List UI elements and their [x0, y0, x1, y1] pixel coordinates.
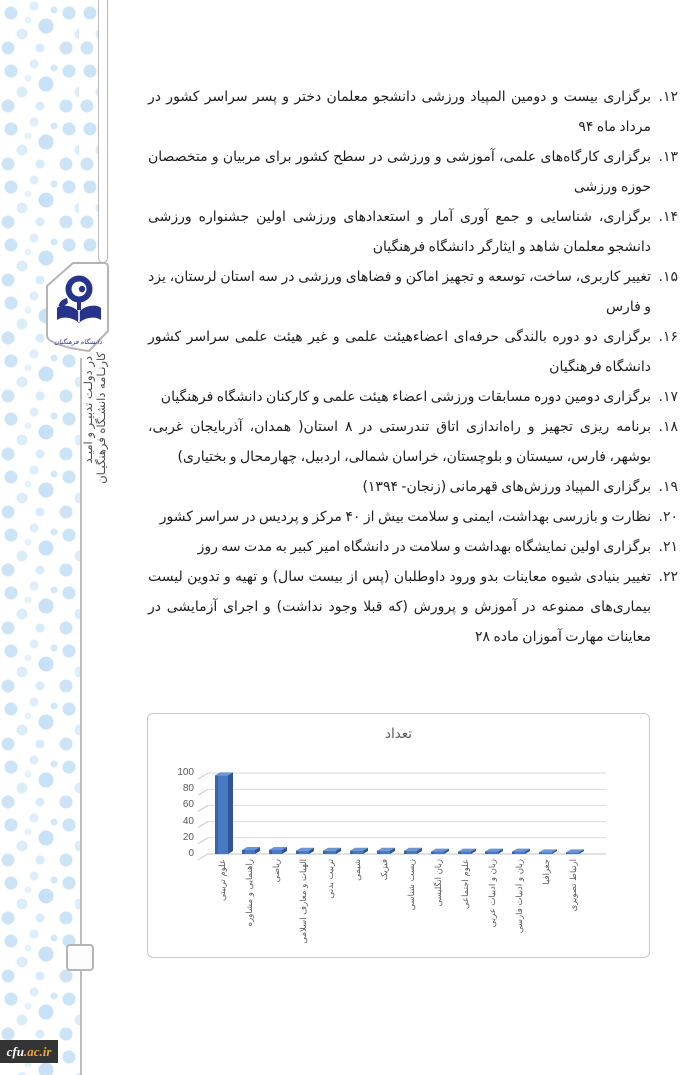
list-item-text: نظارت و بازرسی بهداشت، ایمنی و سلامت بیش از ۴۰ مرکز و پردیس در سراسر کشور — [159, 509, 651, 525]
bar-shade — [323, 851, 326, 854]
list-item-number: ۱۳. — [658, 149, 678, 165]
list-item-number: ۱۹. — [658, 479, 678, 495]
list-item — [148, 472, 678, 502]
list-item — [148, 382, 678, 412]
bar-side-face — [228, 772, 233, 854]
list-item-number: ۱۲. — [658, 89, 678, 105]
list-item-text: برگزاری بیست و دومین المپیاد ورزشی دانشجو معلمان دختر و پسر سراسر کشور در مرداد ماه ۹۴ — [148, 89, 651, 135]
axis-depth-tick — [198, 773, 208, 779]
list-item-text: تغییر بنیادی شیوه معاینات بدو ورود داوطلبان (پس از بیست سال) و تهیه و تدوین لیست بیماری‌های ممنوعه در آموزش و پرورش (که قبلا وجود نداشت) و اجرای آزمایشی در معاینات مهارت آموزان ماده ۲۸ — [148, 569, 651, 645]
x-axis-label: زبان و ادبیات عربی — [488, 859, 498, 928]
x-axis-label: جغرافیا — [542, 859, 552, 885]
y-axis-tick-label: 60 — [182, 799, 194, 811]
x-axis-label: زیست شناسی — [407, 859, 417, 911]
website-badge-prefix: cfu — [6, 1043, 24, 1059]
y-axis-tick-label: 20 — [182, 831, 194, 843]
bar-shade — [350, 851, 353, 854]
list-item — [148, 262, 678, 322]
list-item-text: برگزاری، شناسایی و جمع آوری آمار و استعدادهای ورزشی اولین جشنواره ورزشی دانشجو معلمان شاهد و ایثارگر دانشگاه فرهنگیان — [148, 209, 651, 255]
logo-caption: دانشگاه فرهنگیان — [54, 338, 102, 346]
list-item-number: ۱۸. — [658, 419, 678, 435]
chart-title: تعداد — [384, 726, 413, 742]
list-item-number: ۱۵. — [658, 269, 678, 285]
x-axis-label: زبان انگلیسی — [434, 859, 444, 907]
y-axis-tick-label: 100 — [177, 767, 194, 778]
bar-shade — [566, 852, 569, 854]
x-axis-label: راهنمایی و مشاوره — [245, 859, 255, 927]
x-axis-label: علوم تربیتی — [218, 859, 228, 901]
bar-chart-svg — [148, 714, 651, 959]
list-item-number: ۲۱. — [658, 539, 678, 555]
bar-shade — [242, 850, 245, 854]
list-item — [148, 502, 678, 532]
axis-depth-tick — [198, 854, 208, 860]
list-item-number: ۱۶. — [658, 329, 678, 345]
list-item-number: ۲۰. — [658, 509, 678, 525]
x-axis-label: الهیات و معارف اسلامی — [299, 859, 309, 944]
list-item-text: برگزاری دومین دوره مسابقات ورزشی اعضاء هیئت علمی و کارکنان دانشگاه فرهنگیان — [160, 389, 651, 405]
x-axis-label: علوم اجتماعی — [461, 859, 471, 910]
list-item — [148, 142, 678, 202]
x-axis-label: ریاضی — [272, 859, 282, 883]
list-item — [148, 82, 678, 142]
floral-border-pattern-top — [79, 0, 99, 263]
website-badge — [0, 1040, 58, 1063]
axis-depth-tick — [198, 822, 208, 828]
axis-depth-tick — [198, 789, 208, 795]
bookmark-ribbon — [98, 0, 108, 263]
x-axis-label: تربیت بدنی — [326, 859, 336, 899]
list-item-number: ۱۷. — [658, 389, 678, 405]
bar-shade — [458, 852, 461, 854]
list-item-number: ۲۲. — [658, 569, 678, 585]
list-item — [148, 202, 678, 262]
chart-panel — [147, 713, 650, 958]
bar-shade — [512, 852, 515, 854]
list-item-text: برگزاری دو دوره بالندگی حرفه‌ای اعضاءهیئت علمی و غیر هیئت علمی سراسر کشور دانشگاه فرهنگیان — [148, 329, 651, 375]
bar-shade — [215, 775, 218, 854]
y-axis-tick-label: 80 — [182, 783, 194, 795]
list-item-text: برگزاری کارگاه‌های علمی، آموزشی و ورزشی در سطح کشور برای مربیان و متخصصان حوزه ورزشی — [148, 149, 651, 195]
y-axis-tick-label: 40 — [182, 815, 194, 827]
floral-border-pattern — [0, 0, 80, 1075]
x-axis-label: شیمی — [353, 859, 363, 881]
x-axis-label: ارتباط تصویری — [569, 859, 579, 912]
list-item — [148, 412, 678, 472]
list-item — [148, 562, 678, 652]
x-axis-label: زبان و ادبیات فارسی — [515, 859, 525, 934]
list-item-text: برگزاری اولین نمایشگاه بهداشت و سلامت در دانشگاه امیر کبیر به مدت سه روز — [197, 539, 651, 555]
list-item-text: برنامه ریزی تجهیز و راه‌اندازی اتاق تندرستی در ۸ استان( همدان، آذربایجان غربی، بوشهر، فارس، سیستان و بلوچستان، خراسان شمالی، اردبیل، چهارمحال و بختیاری) — [148, 419, 651, 465]
bar-shade — [377, 851, 380, 854]
website-badge-suffix: .ac.ir — [23, 1043, 52, 1059]
list-item-text: تغییر کاربری، ساخت، توسعه و تجهیز اماکن و فضاهای ورزشی در سه استان لرستان، یزد و فارس — [148, 269, 651, 315]
achievements-list — [148, 82, 678, 652]
bar-shade — [485, 852, 488, 854]
axis-depth-tick — [198, 805, 208, 811]
bar-shade — [539, 852, 542, 854]
y-axis-tick-label: 0 — [188, 848, 194, 859]
x-axis-label: فیزیک — [380, 859, 390, 881]
list-item-text: برگزاری المپیاد ورزش‌های قهرمانی (زنجان- ۱۳۹۴) — [362, 479, 651, 495]
list-item — [148, 532, 678, 562]
bar-shade — [431, 852, 434, 854]
sidebar-vertical-title-line2: در دولـت تدبیـر و امیـد — [81, 356, 95, 464]
bar-shade — [269, 850, 272, 854]
list-item — [148, 322, 678, 382]
list-item-number: ۱۴. — [658, 209, 678, 225]
sidebar-line-marker — [66, 944, 94, 971]
university-logo-badge — [42, 260, 112, 364]
axis-depth-tick — [198, 838, 208, 844]
bar-shade — [296, 851, 299, 854]
bar-shade — [404, 851, 407, 854]
sidebar-vertical-title-line1: کارنـامه دانشـگاه فرهنگیـان — [94, 352, 108, 484]
